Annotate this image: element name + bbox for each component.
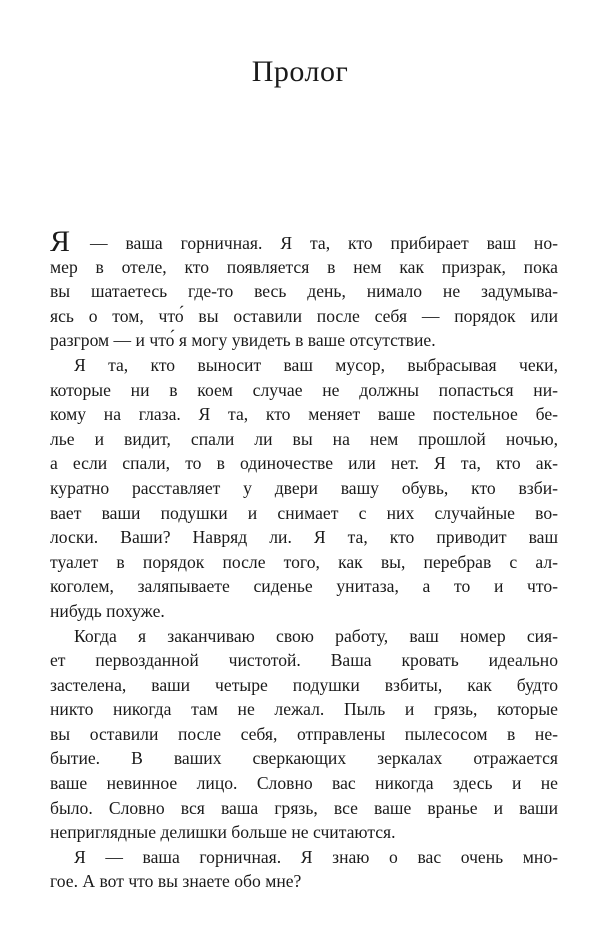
text-line <box>50 255 558 280</box>
text-line-content: гое. А вот что вы знаете обо мне? <box>50 871 302 892</box>
text-line <box>50 771 558 796</box>
text-line-content: застелена, ваши четыре подушки взбиты, как будто <box>50 674 558 695</box>
text-line <box>50 476 558 501</box>
text-line-content: туалет в порядок после того, как вы, перебрав с ал- <box>50 551 558 572</box>
text-line-content: нибудь похуже. <box>50 600 165 621</box>
text-line-content: ваше невинное лицо. Словно вас никогда здесь и не <box>50 773 558 794</box>
text-line-content: лье и видит, спали ли вы на нем прошлой ночью, <box>50 428 558 449</box>
text-line <box>50 599 558 624</box>
text-line <box>50 304 558 329</box>
text-line <box>50 328 558 353</box>
text-line-content: куратно расставляет у двери вашу обувь, кто взби- <box>50 477 558 498</box>
text-line-content: а если спали, то в одиночестве или нет. Я та, кто ак- <box>50 453 558 474</box>
text-line-content: ет первозданной чистотой. Ваша кровать идеально <box>50 650 558 671</box>
drop-cap: Я <box>50 225 71 258</box>
text-line-content: разгром — и что́ я могу увидеть в ваше отсутствие. <box>50 330 436 351</box>
text-line <box>50 501 558 526</box>
text-line <box>50 648 558 673</box>
text-line-content: вы шатаетесь где-то весь день, нимало не задумыва- <box>50 281 558 302</box>
text-line <box>50 820 558 845</box>
text-line-content: Я та, кто выносит ваш мусор, выбрасывая чеки, <box>74 354 558 375</box>
text-line-content: было. Словно вся ваша грязь, все ваше вранье и ваши <box>50 797 558 818</box>
text-line-content: — ваша горничная. Я та, кто прибирает ваш но- <box>72 233 558 253</box>
text-line <box>50 550 558 575</box>
text-line-content: ясь о том, что́ вы оставили после себя — порядок или <box>50 305 558 326</box>
text-line-content: бытие. В ваших сверкающих зеркалах отражается <box>50 748 558 769</box>
text-line-content: вает ваши подушки и снимает с них случайные во- <box>50 502 558 523</box>
text-line <box>50 525 558 550</box>
text-line <box>50 673 558 698</box>
text-line <box>50 845 558 870</box>
text-line <box>50 378 558 403</box>
text-line <box>50 353 558 378</box>
text-line <box>50 746 558 771</box>
text-line <box>50 574 558 599</box>
text-line <box>50 796 558 821</box>
text-line <box>50 451 558 476</box>
text-line-content: лоски. Ваши? Навряд ли. Я та, кто приводит ваш <box>50 527 558 548</box>
text-line-content: кому на глаза. Я та, кто меняет ваше постельное бе- <box>50 404 558 425</box>
text-line <box>50 225 558 258</box>
chapter-title: Пролог <box>251 55 349 88</box>
text-line <box>50 402 558 427</box>
text-line-content: которые ни в коем случае не должны попасться ни- <box>50 379 558 400</box>
text-line-content: мер в отеле, кто появляется в нем как призрак, пока <box>50 256 558 277</box>
text-line-content: коголем, заляпываете сиденье унитаза, а то и что- <box>50 576 558 597</box>
text-line-content: никто никогда там не лежал. Пыль и грязь, которые <box>50 699 558 720</box>
text-line <box>50 869 558 894</box>
body-text <box>50 225 558 894</box>
text-line <box>50 722 558 747</box>
text-line <box>50 697 558 722</box>
text-line-content: Я — ваша горничная. Я знаю о вас очень мно- <box>74 846 558 867</box>
text-line <box>50 427 558 452</box>
text-line <box>50 624 558 649</box>
text-line-content: неприглядные делишки больше не считаются. <box>50 822 396 843</box>
text-line <box>50 279 558 304</box>
text-line-content: Когда я заканчиваю свою работу, ваш номер сия- <box>74 625 558 646</box>
text-line-content: вы оставили после себя, отправлены пылесосом в не- <box>50 723 558 744</box>
